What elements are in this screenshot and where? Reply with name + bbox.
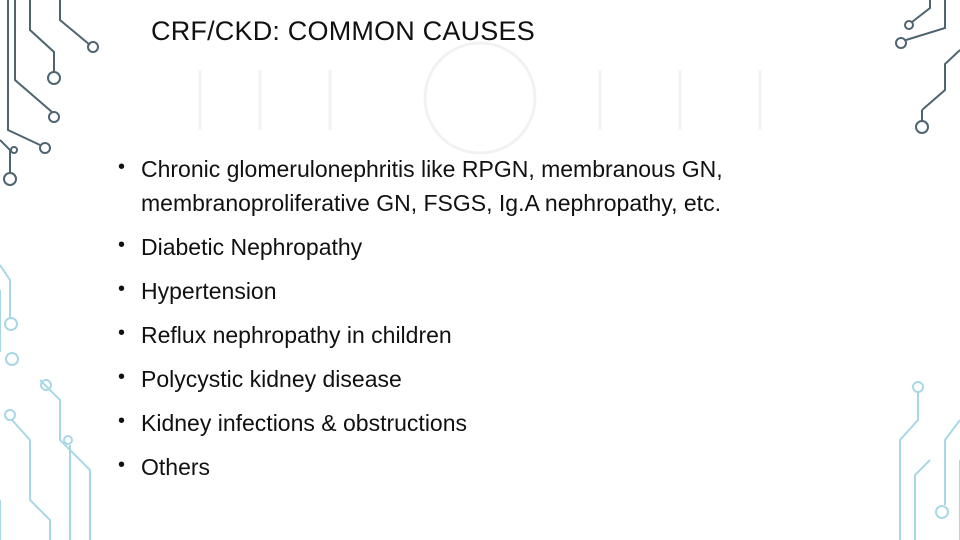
bullet-item [118,230,878,264]
bullet-item [118,318,878,352]
bullet-text: Others [141,454,211,480]
bullet-item [118,362,878,396]
bullet-icon: • [118,454,126,476]
bullet-text: Diabetic Nephropathy [141,234,363,260]
bullet-icon: • [118,366,126,388]
bullet-item [118,406,878,440]
bullet-text: Reflux nephropathy in children [141,322,452,348]
bullet-text: Kidney infections & obstructions [141,410,468,436]
bullet-icon: • [118,234,126,256]
bullet-icon: • [118,410,126,432]
bullet-text: Chronic glomerulonephritis like RPGN, membranous GN, membranoproliferative GN, FSGS, Ig.A nephropathy, etc. [141,156,723,216]
bullet-icon: • [118,156,126,178]
slide-title: CRF/CKD: COMMON CAUSES [151,16,535,46]
bullet-icon: • [118,322,126,344]
bullet-item [118,274,878,308]
bullet-text: Hypertension [141,278,277,304]
bullet-icon: • [118,278,126,300]
bullet-item [118,450,878,484]
bullet-list [118,152,878,494]
bullet-item [118,152,878,220]
bullet-text: Polycystic kidney disease [141,366,402,392]
